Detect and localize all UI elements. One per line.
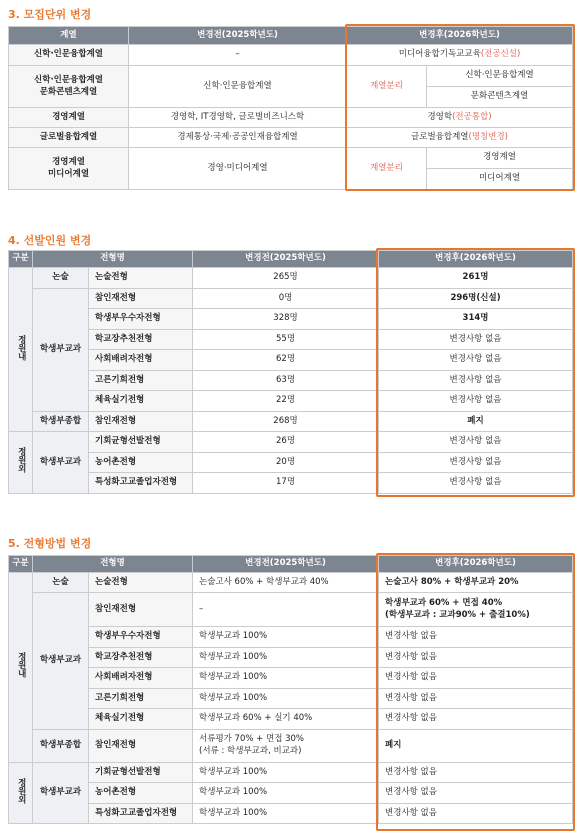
table-row: [9, 288, 573, 309]
type-cell: 특성화고교졸업자전형: [89, 473, 193, 494]
header-type: 전형명: [33, 251, 193, 268]
after-cell: 학생부교과 60% + 면접 40% (학생부교과 : 교과90% + 출결10%): [379, 593, 573, 627]
type-cell: 사회배려자전형: [89, 350, 193, 371]
before-cell: 경제통상·국제·공공인재융합계열: [129, 128, 347, 148]
after-cell: 신학·인문융합계열: [427, 66, 573, 87]
group-in-label: 정원내: [9, 268, 33, 432]
after-cell: 문화콘텐츠계열: [427, 87, 573, 108]
table-row: [9, 391, 573, 412]
before-cell: 신학·인문융합계열: [129, 66, 347, 108]
type-cell: 농어촌전형: [89, 783, 193, 804]
category-cell: 학생부교과: [33, 288, 89, 411]
table-row: [9, 45, 573, 66]
split-label: 계열분리: [347, 148, 427, 190]
category-cell: 학생부교과: [33, 762, 89, 824]
type-cell: 농어촌전형: [89, 452, 193, 473]
before-cell: 경영·미디어계열: [129, 148, 347, 190]
type-cell: 논술전형: [89, 573, 193, 593]
table-row: [9, 148, 573, 169]
table-row: [9, 473, 573, 494]
type-cell: 체육실기전형: [89, 391, 193, 412]
section5-title: 5. 전형방법 변경: [8, 537, 92, 550]
group-out-label: 정원외: [9, 432, 33, 494]
field-cell: 신학·인문융합계열: [9, 45, 129, 66]
header-before: 변경전(2025학년도): [193, 251, 379, 268]
before-cell: 서류평가 70% + 면접 30% (서류 : 학생부교과, 비교과): [193, 729, 379, 762]
before-cell: 265명: [193, 268, 379, 289]
after-cell: 변경사항 없음: [379, 762, 573, 783]
after-cell: 변경사항 없음: [379, 452, 573, 473]
table-row: [9, 593, 573, 627]
table-row: [9, 688, 573, 709]
table-row: [9, 128, 573, 148]
field-cell: 경영계열 미디어계열: [9, 148, 129, 190]
before-cell: 22명: [193, 391, 379, 412]
table-row: [9, 762, 573, 783]
after-cell: 미디어융합기독교교육(전공신설): [347, 45, 573, 66]
table-row: [9, 729, 573, 762]
table-row: [9, 309, 573, 330]
table-row: [9, 647, 573, 668]
type-cell: 학생부우수자전형: [89, 309, 193, 330]
table-row: [9, 329, 573, 350]
table-row: [9, 108, 573, 128]
type-cell: 참인재전형: [89, 411, 193, 432]
type-cell: 고른기회전형: [89, 688, 193, 709]
before-cell: 0명: [193, 288, 379, 309]
after-cell: 경영학(전공통합): [347, 108, 573, 128]
type-cell: 참인재전형: [89, 593, 193, 627]
after-cell: 변경사항 없음: [379, 350, 573, 371]
after-cell: 경영계열: [427, 148, 573, 169]
after-cell: 폐지: [379, 411, 573, 432]
after-cell: 변경사항 없음: [379, 329, 573, 350]
after-cell: 변경사항 없음: [379, 432, 573, 453]
table-row: [9, 66, 573, 87]
field-cell: 신학·인문융합계열 문화콘텐츠계열: [9, 66, 129, 108]
before-cell: 26명: [193, 432, 379, 453]
method-change-table: [8, 555, 573, 824]
category-cell: 논술: [33, 268, 89, 289]
after-cell: 변경사항 없음: [379, 783, 573, 804]
table-row: [9, 573, 573, 593]
type-cell: 기회균형선발전형: [89, 762, 193, 783]
quota-change-table: [8, 250, 573, 494]
after-cell: 314명: [379, 309, 573, 330]
table-row: [9, 432, 573, 453]
before-cell: 63명: [193, 370, 379, 391]
type-cell: 학생부우수자전형: [89, 627, 193, 648]
after-cell: 변경사항 없음: [379, 627, 573, 648]
table-row: [9, 803, 573, 824]
split-label: 계열분리: [347, 66, 427, 108]
before-cell: 학생부교과 60% + 실기 40%: [193, 709, 379, 730]
after-cell: 변경사항 없음: [379, 473, 573, 494]
before-cell: 62명: [193, 350, 379, 371]
after-cell: 폐지: [379, 729, 573, 762]
after-cell: 논술고사 80% + 학생부교과 20%: [379, 573, 573, 593]
header-category: 구분: [9, 556, 33, 573]
before-cell: 20명: [193, 452, 379, 473]
category-cell: 학생부교과: [33, 593, 89, 730]
before-cell: 경영학, IT경영학, 글로벌비즈니스학: [129, 108, 347, 128]
header-after: 변경후(2026학년도): [347, 27, 573, 45]
after-cell: 261명: [379, 268, 573, 289]
category-cell: 학생부교과: [33, 432, 89, 494]
before-cell: 17명: [193, 473, 379, 494]
type-cell: 특성화고교졸업자전형: [89, 803, 193, 824]
before-cell: 학생부교과 100%: [193, 803, 379, 824]
table-row: [9, 370, 573, 391]
before-cell: –: [193, 593, 379, 627]
before-cell: 학생부교과 100%: [193, 647, 379, 668]
type-cell: 체육실기전형: [89, 709, 193, 730]
section3-title: 3. 모집단위 변경: [8, 8, 92, 21]
group-out-label: 정원외: [9, 762, 33, 824]
after-cell: 변경사항 없음: [379, 647, 573, 668]
table-row: [9, 709, 573, 730]
table-row: [9, 668, 573, 689]
before-cell: 55명: [193, 329, 379, 350]
header-after: 변경후(2026학년도): [379, 251, 573, 268]
type-cell: 기회균형선발전형: [89, 432, 193, 453]
before-cell: 학생부교과 100%: [193, 688, 379, 709]
after-cell: 변경사항 없음: [379, 370, 573, 391]
header-before: 변경전(2025학년도): [129, 27, 347, 45]
header-before: 변경전(2025학년도): [193, 556, 379, 573]
category-cell: 논술: [33, 573, 89, 593]
table-row: [9, 350, 573, 371]
before-cell: 학생부교과 100%: [193, 668, 379, 689]
type-cell: 참인재전형: [89, 729, 193, 762]
field-cell: 글로벌융합계열: [9, 128, 129, 148]
type-cell: 학교장추천전형: [89, 329, 193, 350]
after-cell: 변경사항 없음: [379, 391, 573, 412]
before-cell: 학생부교과 100%: [193, 783, 379, 804]
after-cell: 변경사항 없음: [379, 668, 573, 689]
after-cell: 변경사항 없음: [379, 709, 573, 730]
header-category: 구분: [9, 251, 33, 268]
table-row: [9, 783, 573, 804]
category-cell: 학생부종합: [33, 729, 89, 762]
before-cell: 학생부교과 100%: [193, 627, 379, 648]
section4-title: 4. 선발인원 변경: [8, 234, 92, 247]
after-cell: 미디어계열: [427, 169, 573, 190]
before-cell: –: [129, 45, 347, 66]
group-in-label: 정원내: [9, 573, 33, 763]
unit-change-table: [8, 26, 573, 190]
before-cell: 논술고사 60% + 학생부교과 40%: [193, 573, 379, 593]
table-row: [9, 627, 573, 648]
before-cell: 학생부교과 100%: [193, 762, 379, 783]
after-cell: 296명(신설): [379, 288, 573, 309]
type-cell: 참인재전형: [89, 288, 193, 309]
type-cell: 고른기회전형: [89, 370, 193, 391]
type-cell: 학교장추천전형: [89, 647, 193, 668]
type-cell: 사회배려자전형: [89, 668, 193, 689]
before-cell: 268명: [193, 411, 379, 432]
before-cell: 328명: [193, 309, 379, 330]
table-row: [9, 452, 573, 473]
header-after: 변경후(2026학년도): [379, 556, 573, 573]
after-cell: 변경사항 없음: [379, 688, 573, 709]
type-cell: 논술전형: [89, 268, 193, 289]
after-cell: 변경사항 없음: [379, 803, 573, 824]
table-row: [9, 268, 573, 289]
table-row: [9, 411, 573, 432]
after-cell: 글로벌융합계열(명칭변경): [347, 128, 573, 148]
category-cell: 학생부종합: [33, 411, 89, 432]
header-type: 전형명: [33, 556, 193, 573]
header-field: 계열: [9, 27, 129, 45]
field-cell: 경영계열: [9, 108, 129, 128]
